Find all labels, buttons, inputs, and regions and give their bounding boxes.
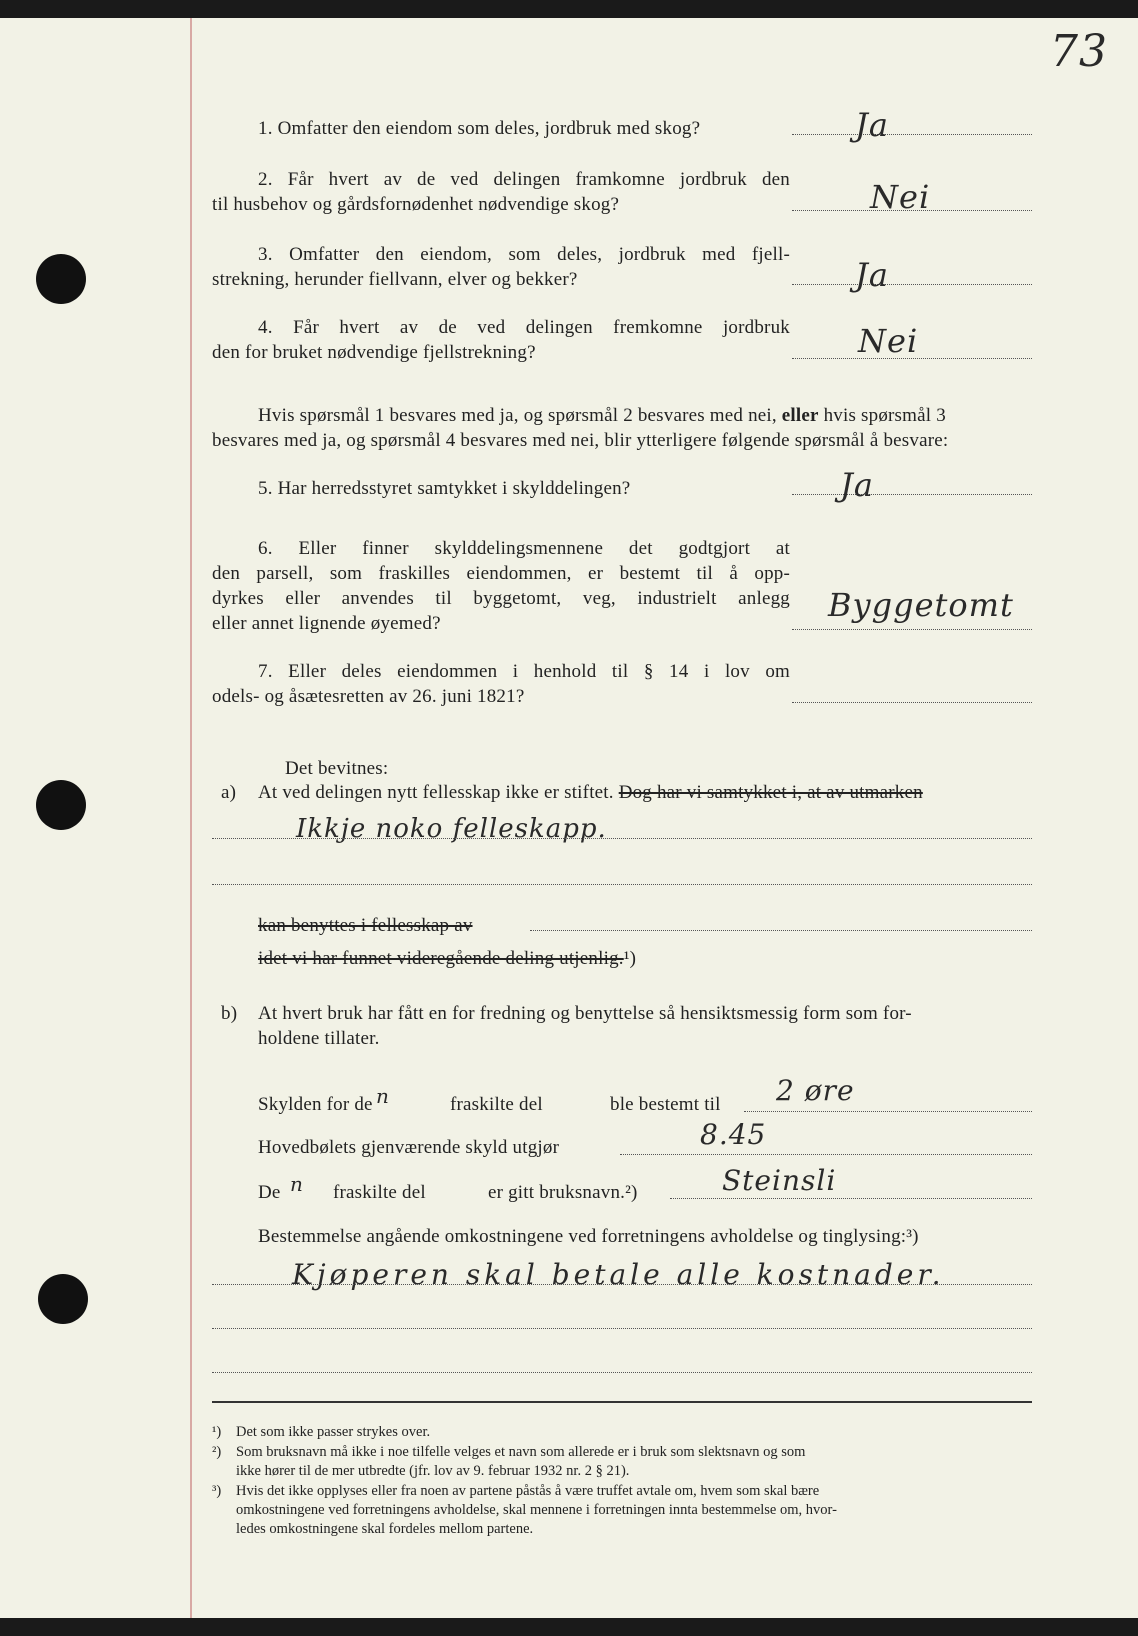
question-6-line-4: eller annet lignende øyemed? <box>212 613 441 634</box>
omk-label: Bestemmelse angående omkostningene ved forretningens avholdelse og tinglysing:³) <box>258 1226 919 1247</box>
answer-line <box>792 284 1032 285</box>
condition-line-2: besvares med ja, og spørsmål 4 besvares med nei, blir ytterligere følgende spørsmål å besvare: <box>212 430 949 451</box>
question-7-line-1: 7. Eller deles eiendommen i henhold til § 14 i lov om <box>258 661 790 682</box>
question-2-line-2: til husbehov og gårdsfornødenhet nødvendige skog? <box>212 194 620 215</box>
answer-line <box>792 494 1032 495</box>
blank-line <box>212 1372 1032 1373</box>
question-1 <box>258 116 700 141</box>
question-3-line-2: strekning, herunder fiellvann, elver og bekker? <box>212 269 578 290</box>
blank-line <box>212 1284 1032 1285</box>
attest-b-marker: b) <box>221 1003 238 1024</box>
attest-a-marker: a) <box>221 782 237 803</box>
question-text: Omfatter den eiendom som deles, jordbruk med skog? <box>277 118 701 139</box>
answer-line <box>670 1198 1032 1199</box>
page-number: 73 <box>1050 26 1108 77</box>
skyld-label-b: fraskilte del <box>450 1094 543 1115</box>
footnote-3: ³) Hvis det ikke opplyses eller fra noen av partene påstås å være truffet avtale om, hvem som skal bære omkostningene ved forretningens avholdelse, skal mennene i forretningen innta bestemmelse om, hvor- ledes omkostningene skal fordeles mellom partene. <box>212 1483 837 1537</box>
answer-line <box>792 702 1032 703</box>
margin-line <box>190 18 192 1618</box>
answer-2: Nei <box>870 178 931 216</box>
question-5: 5. Har herredsstyret samtykket i skylddelingen? <box>258 478 631 499</box>
skyld-value: 2 øre <box>776 1074 855 1107</box>
skyld-hand-n: n <box>376 1084 390 1108</box>
blank-line <box>212 838 1032 839</box>
question-7-line-2: odels- og åsætesretten av 26. juni 1821? <box>212 686 525 707</box>
hoved-value: 8.45 <box>700 1118 767 1151</box>
omk-value: Kjøperen skal betale alle kostnader. <box>292 1258 945 1291</box>
answer-line <box>792 629 1032 630</box>
answer-1: Ja <box>855 106 889 144</box>
attest-a-line: At ved delingen nytt fellesskap ikke er stiftet. Dog har vi samtykket i, at av utmarken <box>258 782 923 803</box>
question-3-line-1: 3. Omfatter den eiendom, som deles, jordbruk med fjell- <box>258 244 790 265</box>
answer-4: Nei <box>858 322 919 360</box>
punch-hole <box>36 254 86 304</box>
answer-6: Byggetomt <box>828 586 1014 624</box>
answer-line <box>744 1111 1032 1112</box>
navn-label-a: De <box>258 1182 281 1203</box>
blank-line <box>212 884 1032 885</box>
question-2-line-1: 2. Får hvert av de ved delingen framkomne jordbruk den <box>258 169 790 190</box>
struck-text: Dog har vi samtykket i, at av utmarken <box>618 782 923 803</box>
navn-label-b: fraskilte del <box>333 1182 426 1203</box>
blank-line <box>530 930 1032 931</box>
answer-line <box>620 1154 1032 1155</box>
question-4-line-1: 4. Får hvert av de ved delingen fremkomne jordbruk <box>258 317 790 338</box>
footnote-2: ²) Som bruksnavn må ikke i noe tilfelle velges et navn som allerede er i bruk som slektsnavn og som ikke hører til de mer utbredte (jfr. lov av 9. februar 1932 nr. 2 § 21). <box>212 1444 806 1479</box>
attest-heading: Det bevitnes: <box>285 758 389 779</box>
question-6-line-1: 6. Eller finner skylddelingsmennene det godtgjort at <box>258 538 790 559</box>
navn-hand-n: n <box>290 1172 304 1196</box>
condition-line-1: Hvis spørsmål 1 besvares med ja, og spørsmål 2 besvares med nei, eller hvis spørsmål 3 <box>258 405 946 426</box>
answer-3: Ja <box>855 256 889 294</box>
blank-line <box>212 1328 1032 1329</box>
attest-b-line-1: At hvert bruk har fått en for fredning og benyttelse så hensiktsmessig form som for- <box>258 1003 912 1024</box>
navn-value: Steinsli <box>722 1164 837 1197</box>
attest-b-line-2: holdene tillater. <box>258 1028 380 1049</box>
skyld-label-a: Skylden for de <box>258 1094 373 1115</box>
question-6-line-3: dyrkes eller anvendes til byggetomt, veg, industrielt anlegg <box>212 588 790 609</box>
question-4-line-2: den for bruket nødvendige fjellstrekning? <box>212 342 536 363</box>
question-number: 1. <box>258 118 273 139</box>
punch-hole <box>36 780 86 830</box>
footnote-1: ¹) Det som ikke passer strykes over. <box>212 1424 431 1440</box>
struck-line-2: idet vi har funnet videregående deling utjenlig.¹) <box>258 948 637 969</box>
question-6-line-2: den parsell, som fraskilles eiendommen, er bestemt til å opp- <box>212 563 790 584</box>
footnote-rule <box>212 1401 1032 1403</box>
document-page <box>0 18 1138 1618</box>
answer-line <box>792 134 1032 135</box>
hoved-label: Hovedbølets gjenværende skyld utgjør <box>258 1137 560 1158</box>
answer-5: Ja <box>840 466 874 504</box>
attest-a-handwritten: Ikkje noko felleskapp. <box>296 814 607 844</box>
navn-label-c: er gitt bruksnavn.²) <box>488 1182 638 1203</box>
skyld-label-c: ble bestemt til <box>610 1094 721 1115</box>
punch-hole <box>38 1274 88 1324</box>
struck-line-1: kan benyttes i fellesskap av <box>258 915 473 936</box>
